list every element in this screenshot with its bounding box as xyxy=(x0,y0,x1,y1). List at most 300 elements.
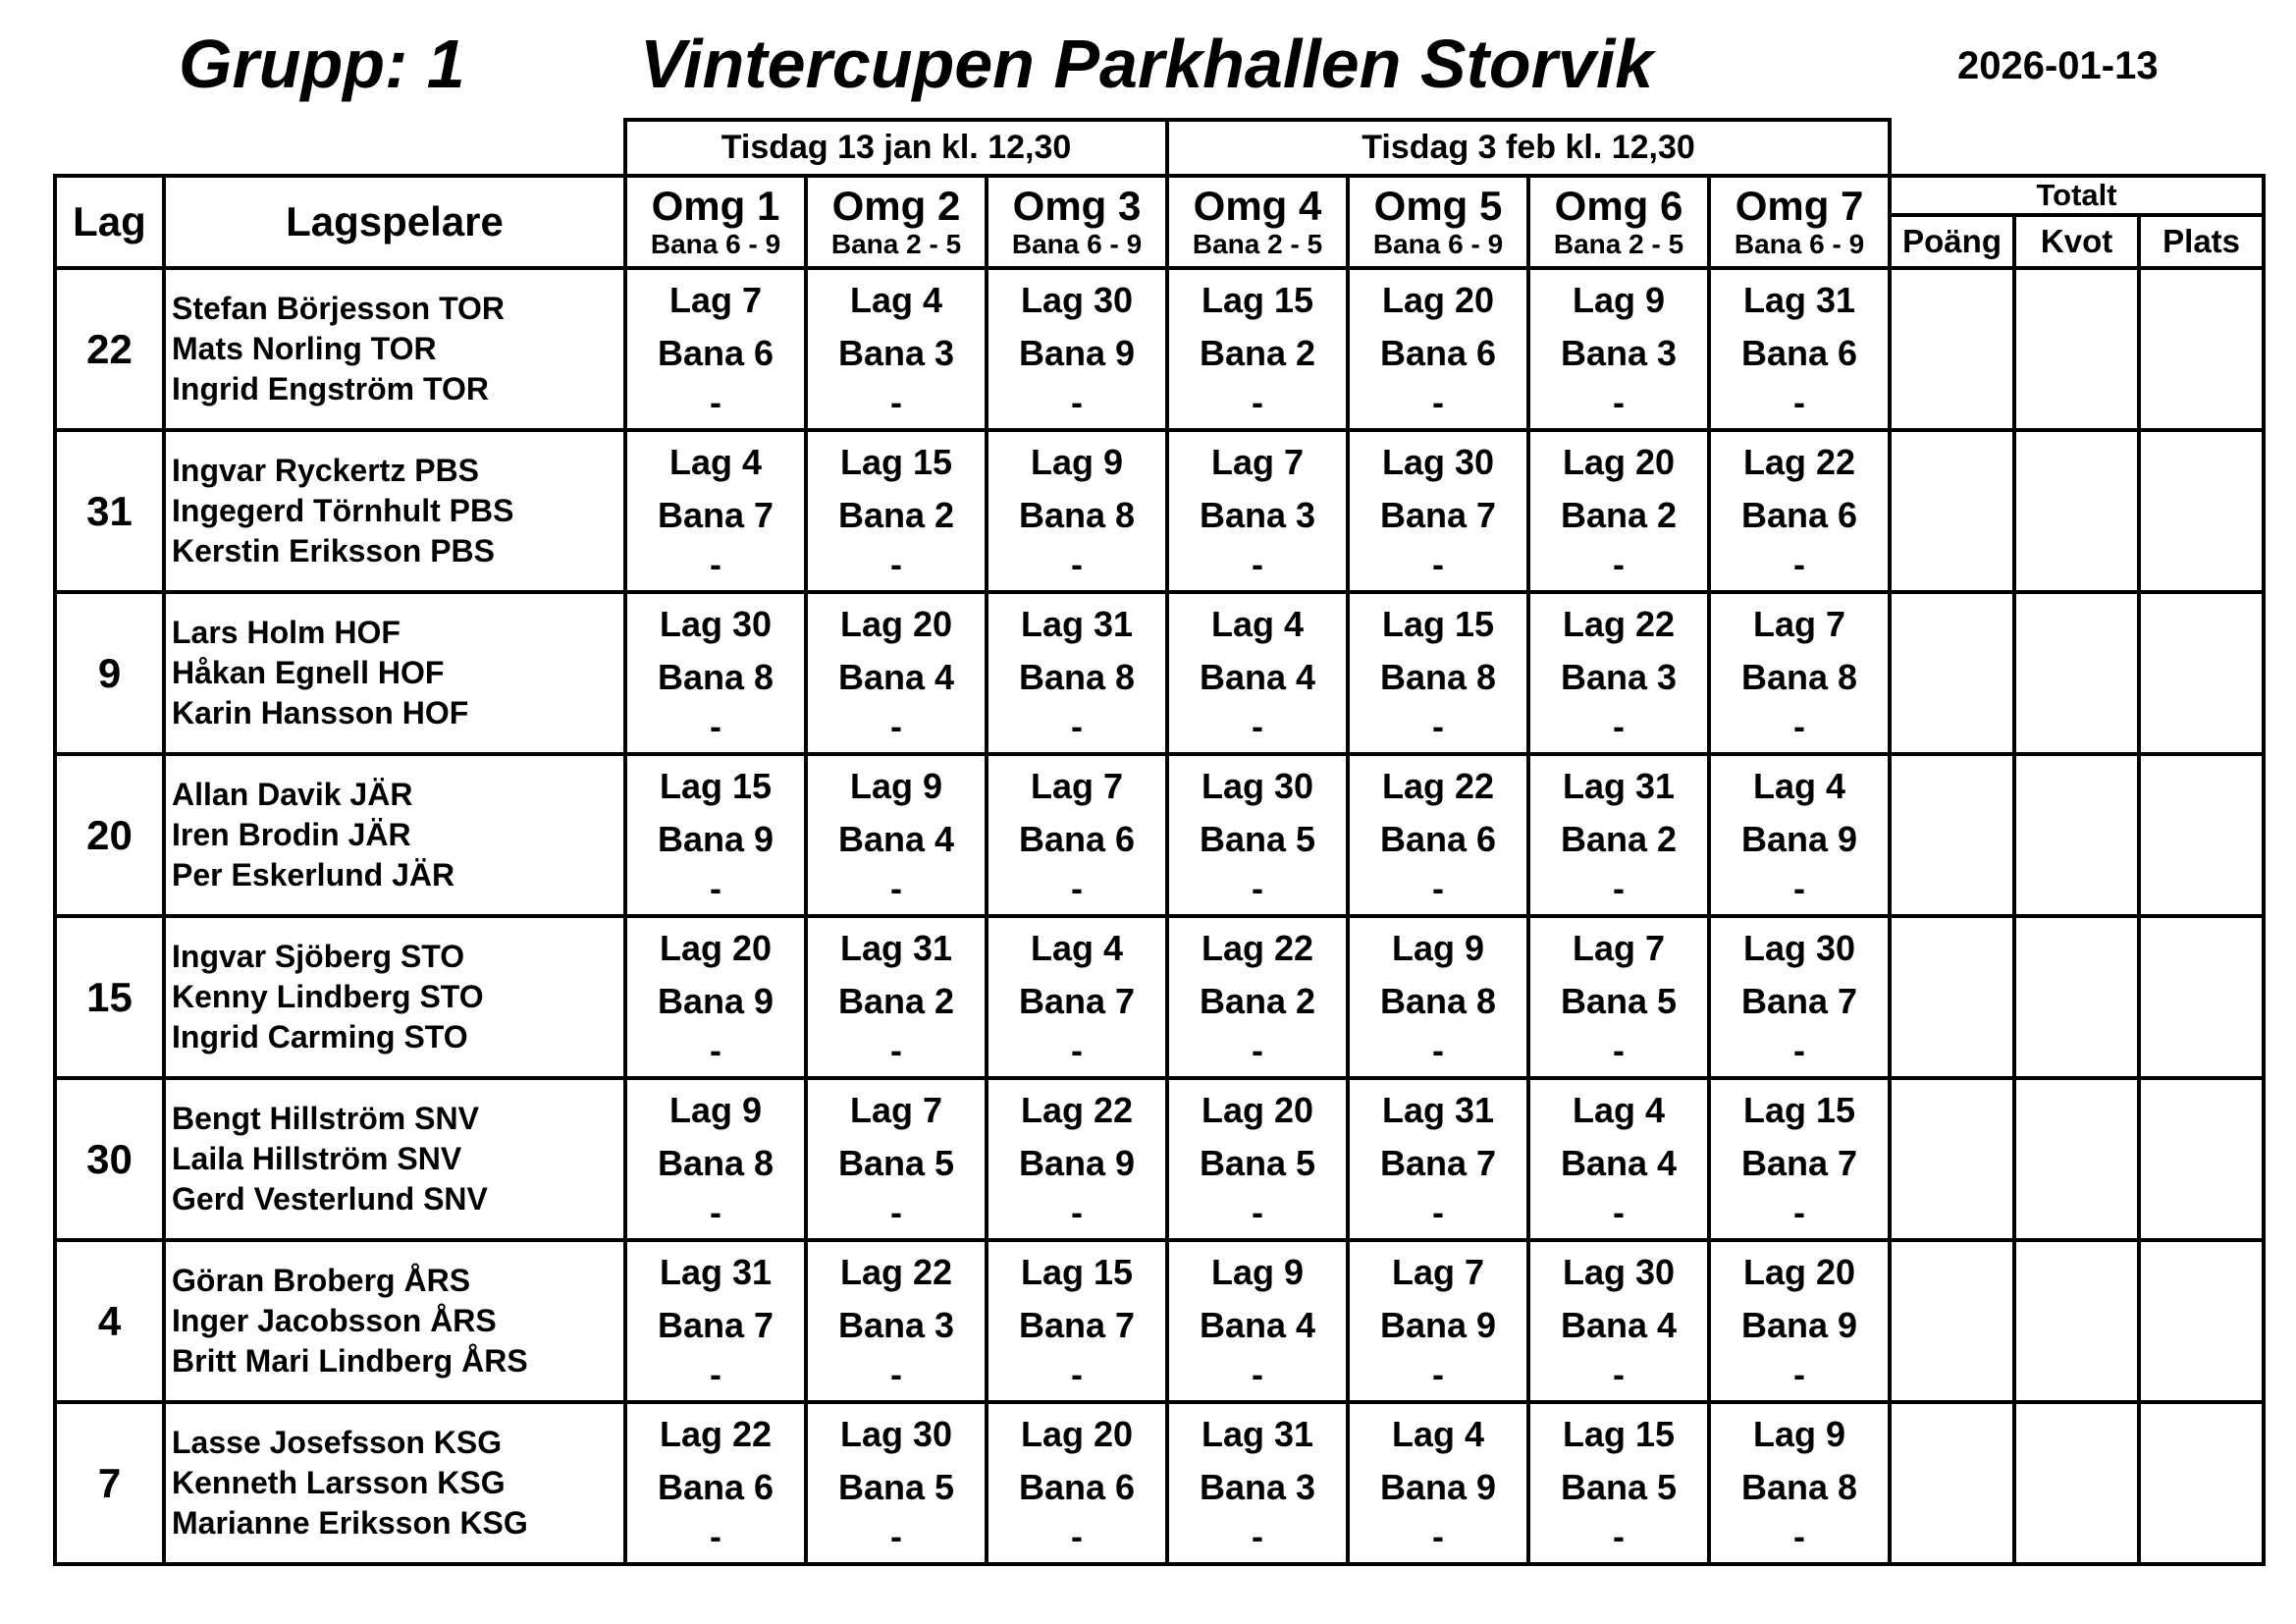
match-result: - xyxy=(1071,1191,1083,1232)
match-cell xyxy=(806,430,987,592)
match-cell xyxy=(987,268,1167,430)
match-opponent: Lag 30 xyxy=(659,603,773,644)
match-opponent: Lag 9 xyxy=(668,1089,763,1130)
column-header-row xyxy=(55,176,2264,215)
player-name: Gerd Vesterlund SNV xyxy=(172,1181,488,1217)
match-result: - xyxy=(1252,1029,1264,1070)
match-cell xyxy=(625,1402,806,1564)
match-opponent: Lag 4 xyxy=(1211,603,1305,644)
match-lane: Bana 7 xyxy=(1379,1142,1497,1183)
match-result: - xyxy=(1071,381,1083,422)
match-cell xyxy=(987,592,1167,754)
schedule-date: 2026-01-13 xyxy=(1957,44,2159,87)
match-lane: Bana 7 xyxy=(1018,980,1136,1021)
match-result: - xyxy=(1613,381,1626,422)
match-opponent: Lag 15 xyxy=(1201,279,1314,320)
match-opponent: Lag 4 xyxy=(1753,765,1846,806)
match-result: - xyxy=(1252,543,1264,584)
omg-title: Omg 6 xyxy=(1554,183,1683,229)
match-cell xyxy=(1528,754,1709,916)
match-lane: Bana 5 xyxy=(1199,1142,1316,1183)
match-lane: Bana 4 xyxy=(1199,656,1316,697)
match-lane: Bana 8 xyxy=(1018,656,1136,697)
match-cell xyxy=(1528,916,1709,1078)
match-lane: Bana 6 xyxy=(1379,818,1497,859)
kvot-cell[interactable] xyxy=(2014,592,2139,754)
team-row xyxy=(55,1402,2264,1564)
player-name: Iren Brodin JÄR xyxy=(172,817,411,852)
match-cell xyxy=(1528,430,1709,592)
plats-cell[interactable] xyxy=(2139,1402,2264,1564)
match-cell xyxy=(1167,1240,1348,1402)
match-lane: Bana 7 xyxy=(1018,1304,1136,1345)
omg-header-6 xyxy=(1528,176,1709,268)
match-result: - xyxy=(710,1515,721,1556)
match-opponent: Lag 7 xyxy=(1573,927,1666,968)
match-result: - xyxy=(1432,1029,1445,1070)
poang-cell[interactable] xyxy=(1890,916,2014,1078)
match-result: - xyxy=(1793,381,1806,422)
poang-cell[interactable] xyxy=(1890,430,2014,592)
match-lane: Bana 7 xyxy=(1741,980,1858,1021)
match-cell xyxy=(625,1078,806,1240)
match-opponent: Lag 9 xyxy=(1753,1413,1846,1454)
match-cell xyxy=(1709,430,1890,592)
match-lane: Bana 9 xyxy=(1379,1304,1497,1345)
match-lane: Bana 5 xyxy=(1560,1466,1678,1507)
omg-header-4 xyxy=(1167,176,1348,268)
match-opponent: Lag 9 xyxy=(849,765,943,806)
match-cell xyxy=(1167,592,1348,754)
omg-bana-range: Bana 6 - 9 xyxy=(1372,229,1504,259)
match-result: - xyxy=(1613,543,1626,584)
match-lane: Bana 5 xyxy=(837,1142,955,1183)
player-name: Laila Hillström SNV xyxy=(172,1141,462,1176)
kvot-cell[interactable] xyxy=(2014,754,2139,916)
kvot-cell[interactable] xyxy=(2014,1078,2139,1240)
match-lane: Bana 4 xyxy=(837,818,955,859)
match-result: - xyxy=(1071,543,1083,584)
match-lane: Bana 9 xyxy=(1379,1466,1497,1507)
match-cell xyxy=(1348,754,1528,916)
match-lane: Bana 3 xyxy=(837,1304,955,1345)
match-opponent: Lag 4 xyxy=(1392,1413,1485,1454)
match-lane: Bana 5 xyxy=(837,1466,955,1507)
match-lane: Bana 6 xyxy=(1379,332,1497,373)
match-opponent: Lag 7 xyxy=(668,279,763,320)
player-name: Kerstin Eriksson PBS xyxy=(172,533,495,568)
match-lane: Bana 9 xyxy=(657,980,774,1021)
match-opponent: Lag 30 xyxy=(839,1413,953,1454)
match-cell xyxy=(987,430,1167,592)
match-cell xyxy=(1709,592,1890,754)
player-name: Mats Norling TOR xyxy=(172,331,437,366)
poang-cell[interactable] xyxy=(1890,592,2014,754)
match-result: - xyxy=(1252,1191,1264,1232)
poang-cell[interactable] xyxy=(1890,1402,2014,1564)
match-result: - xyxy=(1793,867,1806,908)
match-result: - xyxy=(1071,867,1083,908)
match-opponent: Lag 7 xyxy=(1030,765,1124,806)
match-cell xyxy=(1348,1078,1528,1240)
match-result: - xyxy=(710,1353,721,1394)
match-result: - xyxy=(710,1029,721,1070)
player-name: Ingvar Sjöberg STO xyxy=(172,939,465,974)
poang-cell[interactable] xyxy=(1890,1240,2014,1402)
match-lane: Bana 2 xyxy=(1560,494,1678,535)
match-result: - xyxy=(1793,1353,1806,1394)
match-opponent: Lag 7 xyxy=(849,1089,943,1130)
omg-title: Omg 3 xyxy=(1012,183,1142,229)
player-name: Håkan Egnell HOF xyxy=(172,655,445,690)
match-cell xyxy=(806,754,987,916)
match-result: - xyxy=(1613,1515,1626,1556)
match-result: - xyxy=(1613,867,1626,908)
match-result: - xyxy=(1613,1029,1626,1070)
match-lane: Bana 7 xyxy=(657,494,774,535)
match-lane: Bana 2 xyxy=(1560,818,1678,859)
match-cell xyxy=(1167,916,1348,1078)
kvot-cell[interactable] xyxy=(2014,268,2139,430)
match-opponent: Lag 30 xyxy=(1020,279,1134,320)
poang-header: Poäng xyxy=(1890,215,2014,268)
player-name: Ingrid Engström TOR xyxy=(172,371,489,406)
match-cell xyxy=(806,1240,987,1402)
match-cell xyxy=(987,916,1167,1078)
match-opponent: Lag 20 xyxy=(1743,1251,1856,1292)
omg-bana-range: Bana 2 - 5 xyxy=(830,229,962,259)
match-opponent: Lag 22 xyxy=(659,1413,773,1454)
match-cell xyxy=(1528,592,1709,754)
match-opponent: Lag 31 xyxy=(1381,1089,1495,1130)
match-cell xyxy=(1348,430,1528,592)
omg-bana-range: Bana 6 - 9 xyxy=(1011,229,1143,259)
match-opponent: Lag 31 xyxy=(1201,1413,1314,1454)
player-name: Per Eskerlund JÄR xyxy=(172,857,455,893)
match-opponent: Lag 15 xyxy=(1562,1413,1676,1454)
match-opponent: Lag 9 xyxy=(1211,1251,1305,1292)
match-result: - xyxy=(1613,1353,1626,1394)
match-result: - xyxy=(1793,705,1806,746)
match-opponent: Lag 22 xyxy=(1743,441,1856,482)
match-lane: Bana 7 xyxy=(657,1304,774,1345)
match-opponent: Lag 4 xyxy=(1030,927,1124,968)
team-number: 9 xyxy=(55,592,164,754)
match-cell xyxy=(625,268,806,430)
team-number: 4 xyxy=(55,1240,164,1402)
match-result: - xyxy=(890,1029,902,1070)
match-cell xyxy=(1709,1240,1890,1402)
player-name: Göran Broberg ÅRS xyxy=(172,1263,471,1298)
schedule-table xyxy=(53,118,2266,1566)
match-cell xyxy=(1348,268,1528,430)
match-opponent: Lag 30 xyxy=(1201,765,1314,806)
match-result: - xyxy=(1432,381,1445,422)
team-players xyxy=(164,1402,625,1564)
match-opponent: Lag 15 xyxy=(1020,1251,1134,1292)
match-result: - xyxy=(1432,1515,1445,1556)
match-result: - xyxy=(1071,1353,1083,1394)
team-number: 7 xyxy=(55,1402,164,1564)
match-result: - xyxy=(1252,1515,1264,1556)
omg-bana-range: Bana 2 - 5 xyxy=(1553,229,1684,259)
match-cell xyxy=(1167,268,1348,430)
match-result: - xyxy=(1432,1191,1445,1232)
match-lane: Bana 9 xyxy=(1741,1304,1858,1345)
match-opponent: Lag 20 xyxy=(1381,279,1495,320)
title-row xyxy=(0,25,2296,113)
match-result: - xyxy=(1432,543,1445,584)
match-cell xyxy=(1348,592,1528,754)
match-lane: Bana 7 xyxy=(1741,1142,1858,1183)
plats-cell[interactable] xyxy=(2139,754,2264,916)
match-lane: Bana 9 xyxy=(1018,332,1136,373)
match-cell xyxy=(625,754,806,916)
match-opponent: Lag 15 xyxy=(839,441,953,482)
day-header-row xyxy=(55,120,2264,176)
match-result: - xyxy=(890,867,902,908)
match-opponent: Lag 20 xyxy=(659,927,773,968)
match-cell xyxy=(987,1402,1167,1564)
match-opponent: Lag 7 xyxy=(1392,1251,1485,1292)
match-lane: Bana 9 xyxy=(657,818,774,859)
match-cell xyxy=(1709,1078,1890,1240)
match-lane: Bana 3 xyxy=(1199,1466,1316,1507)
team-players xyxy=(164,1240,625,1402)
match-result: - xyxy=(1613,705,1626,746)
match-result: - xyxy=(1613,1191,1626,1232)
match-lane: Bana 2 xyxy=(1199,332,1316,373)
match-result: - xyxy=(710,867,721,908)
match-opponent: Lag 22 xyxy=(839,1251,953,1292)
match-result: - xyxy=(1071,705,1083,746)
match-cell xyxy=(1528,1078,1709,1240)
match-result: - xyxy=(710,543,721,584)
match-cell xyxy=(1348,916,1528,1078)
team-players xyxy=(164,430,625,592)
plats-cell[interactable] xyxy=(2139,916,2264,1078)
match-cell xyxy=(806,916,987,1078)
team-row xyxy=(55,916,2264,1078)
day-header-spacer xyxy=(1890,120,2264,176)
match-cell xyxy=(1528,1402,1709,1564)
omg-header-5 xyxy=(1348,176,1528,268)
match-cell xyxy=(806,592,987,754)
omg-bana-range: Bana 6 - 9 xyxy=(650,229,781,259)
match-lane: Bana 5 xyxy=(1560,980,1678,1021)
match-opponent: Lag 31 xyxy=(839,927,953,968)
match-lane: Bana 4 xyxy=(1560,1142,1678,1183)
match-opponent: Lag 4 xyxy=(849,279,943,320)
match-lane: Bana 6 xyxy=(1018,1466,1136,1507)
player-name: Marianne Eriksson KSG xyxy=(172,1505,528,1541)
team-players xyxy=(164,592,625,754)
kvot-header: Kvot xyxy=(2014,215,2139,268)
match-cell xyxy=(806,268,987,430)
team-row xyxy=(55,268,2264,430)
omg-header-3 xyxy=(987,176,1167,268)
match-opponent: Lag 15 xyxy=(1381,603,1495,644)
match-opponent: Lag 15 xyxy=(659,765,773,806)
omg-bana-range: Bana 2 - 5 xyxy=(1192,229,1323,259)
match-lane: Bana 8 xyxy=(1379,656,1497,697)
team-row xyxy=(55,430,2264,592)
match-opponent: Lag 20 xyxy=(1020,1413,1134,1454)
match-lane: Bana 6 xyxy=(1741,494,1858,535)
plats-cell[interactable] xyxy=(2139,1240,2264,1402)
team-players xyxy=(164,754,625,916)
match-result: - xyxy=(1252,867,1264,908)
match-result: - xyxy=(1793,1029,1806,1070)
match-opponent: Lag 31 xyxy=(1743,279,1856,320)
omg-header-7 xyxy=(1709,176,1890,268)
match-opponent: Lag 22 xyxy=(1201,927,1314,968)
kvot-cell[interactable] xyxy=(2014,916,2139,1078)
match-opponent: Lag 4 xyxy=(668,441,763,482)
match-lane: Bana 7 xyxy=(1379,494,1497,535)
match-result: - xyxy=(1071,1029,1083,1070)
match-cell xyxy=(806,1402,987,1564)
match-result: - xyxy=(1793,543,1806,584)
poang-cell[interactable] xyxy=(1890,754,2014,916)
team-row xyxy=(55,1240,2264,1402)
match-lane: Bana 6 xyxy=(657,332,774,373)
day-header-2: Tisdag 3 feb kl. 12,30 xyxy=(1167,120,1890,176)
omg-header-2 xyxy=(806,176,987,268)
match-lane: Bana 4 xyxy=(837,656,955,697)
poang-cell[interactable] xyxy=(1890,268,2014,430)
match-lane: Bana 8 xyxy=(1741,1466,1858,1507)
team-number: 15 xyxy=(55,916,164,1078)
match-result: - xyxy=(1432,705,1445,746)
lagspelare-header: Lagspelare xyxy=(164,176,625,268)
player-name: Ingvar Ryckertz PBS xyxy=(172,453,480,488)
match-opponent: Lag 15 xyxy=(1743,1089,1856,1130)
player-name: Kenneth Larsson KSG xyxy=(172,1465,506,1500)
match-lane: Bana 6 xyxy=(657,1466,774,1507)
match-result: - xyxy=(710,381,721,422)
match-opponent: Lag 22 xyxy=(1562,603,1676,644)
player-name: Lars Holm HOF xyxy=(172,615,400,650)
plats-cell[interactable] xyxy=(2139,268,2264,430)
match-lane: Bana 8 xyxy=(1379,980,1497,1021)
team-number: 20 xyxy=(55,754,164,916)
team-row xyxy=(55,1078,2264,1240)
match-result: - xyxy=(1252,1353,1264,1394)
match-cell xyxy=(1709,916,1890,1078)
match-lane: Bana 6 xyxy=(1741,332,1858,373)
group-title: Grupp: 1 xyxy=(179,26,465,102)
match-opponent: Lag 20 xyxy=(1562,441,1676,482)
match-cell xyxy=(1348,1240,1528,1402)
match-result: - xyxy=(1432,1353,1445,1394)
match-cell xyxy=(625,592,806,754)
omg-bana-range: Bana 6 - 9 xyxy=(1734,229,1865,259)
match-lane: Bana 2 xyxy=(837,494,955,535)
match-opponent: Lag 22 xyxy=(1381,765,1495,806)
match-opponent: Lag 22 xyxy=(1020,1089,1134,1130)
match-result: - xyxy=(1793,1191,1806,1232)
team-row xyxy=(55,754,2264,916)
match-cell xyxy=(987,1078,1167,1240)
match-result: - xyxy=(1252,381,1264,422)
match-cell xyxy=(1167,754,1348,916)
plats-header: Plats xyxy=(2139,215,2264,268)
plats-cell[interactable] xyxy=(2139,1078,2264,1240)
match-cell xyxy=(1709,754,1890,916)
omg-header-1 xyxy=(625,176,806,268)
match-opponent: Lag 30 xyxy=(1381,441,1495,482)
plats-cell[interactable] xyxy=(2139,592,2264,754)
omg-title: Omg 5 xyxy=(1373,183,1503,229)
match-opponent: Lag 20 xyxy=(839,603,953,644)
match-result: - xyxy=(890,1191,902,1232)
player-name: Inger Jacobsson ÅRS xyxy=(172,1303,497,1338)
kvot-cell[interactable] xyxy=(2014,1402,2139,1564)
match-lane: Bana 3 xyxy=(837,332,955,373)
player-name: Stefan Börjesson TOR xyxy=(172,291,506,326)
match-opponent: Lag 31 xyxy=(1562,765,1676,806)
match-opponent: Lag 20 xyxy=(1201,1089,1314,1130)
match-cell xyxy=(1348,1402,1528,1564)
team-row xyxy=(55,592,2264,754)
team-players xyxy=(164,1078,625,1240)
day-header-spacer xyxy=(55,120,625,176)
team-number: 22 xyxy=(55,268,164,430)
match-result: - xyxy=(890,1515,902,1556)
match-cell xyxy=(1528,268,1709,430)
match-lane: Bana 9 xyxy=(1741,818,1858,859)
match-opponent: Lag 30 xyxy=(1743,927,1856,968)
match-cell xyxy=(625,916,806,1078)
match-lane: Bana 3 xyxy=(1199,494,1316,535)
omg-title: Omg 7 xyxy=(1735,183,1864,229)
team-number: 31 xyxy=(55,430,164,592)
player-name: Lasse Josefsson KSG xyxy=(172,1425,503,1460)
match-result: - xyxy=(1432,867,1445,908)
match-lane: Bana 2 xyxy=(1199,980,1316,1021)
match-result: - xyxy=(890,1353,902,1394)
day-header-1: Tisdag 13 jan kl. 12,30 xyxy=(625,120,1167,176)
match-cell xyxy=(625,1240,806,1402)
plats-cell[interactable] xyxy=(2139,430,2264,592)
match-cell xyxy=(1709,268,1890,430)
kvot-cell[interactable] xyxy=(2014,1240,2139,1402)
match-lane: Bana 3 xyxy=(1560,656,1678,697)
event-title: Vintercupen Parkhallen Storvik xyxy=(640,26,1654,102)
match-lane: Bana 6 xyxy=(1018,818,1136,859)
match-cell xyxy=(625,430,806,592)
match-result: - xyxy=(890,543,902,584)
schedule-sheet xyxy=(53,118,2262,1566)
match-opponent: Lag 7 xyxy=(1211,441,1305,482)
match-cell xyxy=(1167,1402,1348,1564)
poang-cell[interactable] xyxy=(1890,1078,2014,1240)
match-lane: Bana 2 xyxy=(837,980,955,1021)
team-players xyxy=(164,268,625,430)
match-opponent: Lag 9 xyxy=(1392,927,1485,968)
totalt-header: Totalt xyxy=(1890,176,2264,215)
match-lane: Bana 9 xyxy=(1018,1142,1136,1183)
match-opponent: Lag 9 xyxy=(1030,441,1124,482)
kvot-cell[interactable] xyxy=(2014,430,2139,592)
match-result: - xyxy=(710,1191,721,1232)
team-players xyxy=(164,916,625,1078)
match-cell xyxy=(1528,1240,1709,1402)
team-number: 30 xyxy=(55,1078,164,1240)
match-cell xyxy=(987,754,1167,916)
match-cell xyxy=(1167,430,1348,592)
